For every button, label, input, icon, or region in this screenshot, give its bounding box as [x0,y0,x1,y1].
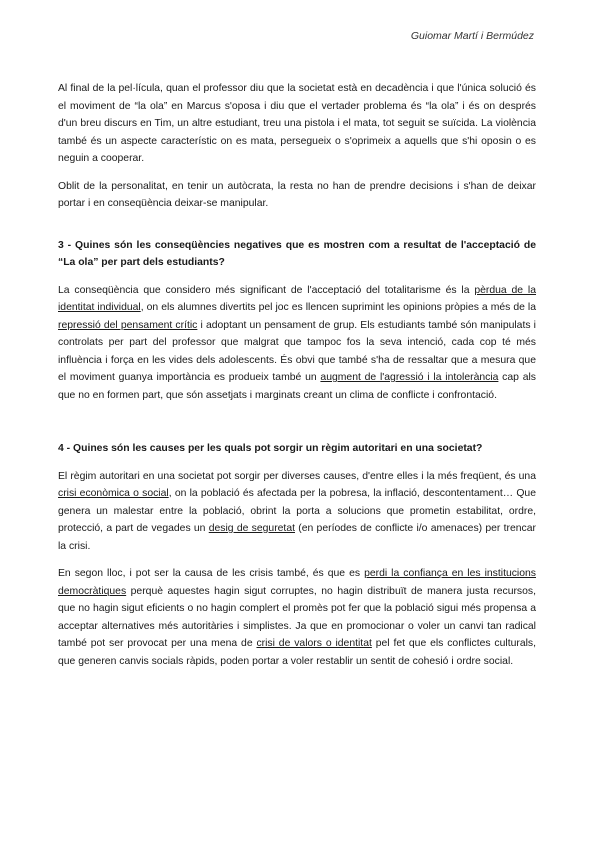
intro-paragraph-1: Al final de la pel·lícula, quan el professor diu que la societat està en decadència i que l'única solució és el moviment de “la ola” en Marcus s'oposa i diu que el vertader problema és “la ola” i és on després d'un breu discurs en Tim, un altre estudiant, treu una pistola i el mata, tot seguit se suïcida. La violència també és un aspecte característic on es mata, persegueix o s'oprimeix a aquells que s'hi oposin o es neguin a cooperar. [58,83,536,164]
document-body [58,80,536,670]
question-3: 3 - Quines són les conseqüències negatives que es mostren com a resultat de l'acceptació de “La ola” per part dels estudiants? [58,239,536,268]
underlined-phrase: repressió del pensament crític [58,319,198,331]
answer-3-paragraph [58,282,536,405]
underlined-phrase: desig de seguretat [208,523,295,534]
underlined-phrase: crisi econòmica o social [58,488,169,499]
answer-4-paragraph-2 [58,565,536,670]
underlined-phrase: perdi la confiança en les institucions democràtiques [58,568,536,597]
question-4: 4 - Quines són les causes per les quals pot sorgir un règim autoritari en una societat? [58,443,483,454]
answer-4-p2-text-2: perquè aquestes hagin sigut corruptes, no hagin distribuït de manera justa recursos, que no hagin sigut eficients o no hagin complert el promès pot fer que la població sigui més propensa a acceptar alternatives més autoritàries i simplistes. Ja que en promocionar o voler un canvi tan radical també pot ser provocat per una mena de [58,585,536,649]
answer-4-paragraph-1 [58,468,536,556]
answer-4-p1-text-2: , on la població és afectada per la pobresa, la inflació, descontentament… Que genera un malestar entre la població, obrint la porta a solucions que prometin estabilitat, ordre, protecció, a part de vegades un [58,488,536,534]
answer-3-text-3: i adoptant un pensament de grup. Els estudiants també són manipulats i controlats per part del professor que malgrat que tampoc fos la seva intenció, cada cop té més influència i força en les vides dels adolescents. És obvi que també s'ha de ressaltar que a mesura que el moviment guanya importància es produeix també un [58,319,536,383]
author-header: Guiomar Martí i Bermúdez [410,30,534,42]
answer-4-p1-text-3: (en períodes de conflicte i/o amenaces) per trencar la crisi. [58,523,536,552]
answer-3-text-1: La conseqüència que considero més significant de l'acceptació del totalitarisme és la [58,284,475,296]
answer-4-p2-text-3: pel fet que els conflictes culturals, que generen canvis socials ràpids, poden portar a voler restablir un sentit de cohesió i ordre social. [58,638,536,667]
answer-4-p1-text-1: El règim autoritari en una societat pot sorgir per diverses causes, d'entre elles i la més freqüent, és una [58,470,536,482]
answer-4-p2-text-1: En segon lloc, i pot ser la causa de les crisis també, és que es [58,568,365,579]
answer-3-text-2: , on els alumnes divertits pel joc es llencen suprimint les opinions pròpies a més de la [140,302,537,313]
underlined-phrase: crisi de valors o identitat [256,638,372,649]
intro-paragraph-2: Oblit de la personalitat, en tenir un autòcrata, la resta no han de prendre decisions i s'han de deixar portar i en conseqüència deixar-se manipular. [58,180,536,209]
answer-3-text-4: cap als que no en formen part, que són assetjats i marginats creant un clima de conflicte i confrontació. [58,372,536,401]
underlined-phrase: augment de l'agressió i la intolerància [320,372,499,383]
underlined-phrase: pèrdua de la identitat individual [58,284,537,313]
